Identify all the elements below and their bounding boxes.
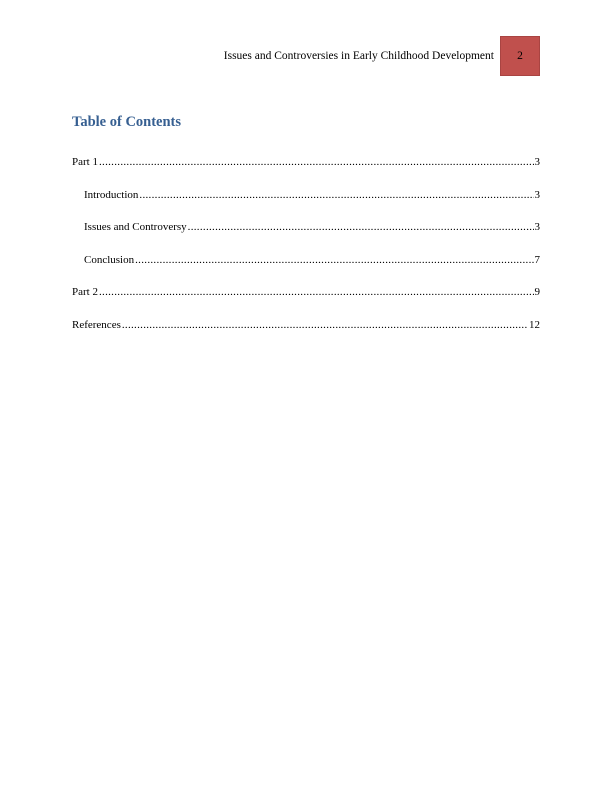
toc-dot-leader bbox=[122, 318, 528, 332]
toc-dot-leader bbox=[139, 188, 533, 202]
toc-entry-label: Part 2 bbox=[72, 286, 98, 299]
toc-entry-page: 7 bbox=[534, 253, 540, 266]
toc-dot-leader bbox=[99, 285, 534, 299]
toc-entry-page: 3 bbox=[534, 156, 540, 168]
toc-heading: Table of Contents bbox=[72, 114, 182, 130]
table-of-contents bbox=[72, 155, 540, 351]
running-header-title: Issues and Controversies in Early Childhood Development bbox=[223, 50, 494, 62]
page-number-badge bbox=[500, 36, 540, 76]
page-number: 2 bbox=[517, 50, 523, 62]
toc-entry-part-2[interactable] bbox=[72, 285, 540, 318]
toc-entry-introduction[interactable] bbox=[72, 188, 540, 221]
toc-entry-label: Introduction bbox=[84, 188, 139, 201]
toc-entry-page: 3 bbox=[534, 221, 540, 234]
toc-entry-page: 9 bbox=[534, 286, 540, 299]
toc-entry-conclusion[interactable] bbox=[72, 253, 540, 286]
toc-entry-page: 3 bbox=[534, 188, 540, 201]
toc-dot-leader bbox=[135, 253, 533, 267]
toc-dot-leader bbox=[188, 220, 534, 234]
toc-dot-leader bbox=[99, 155, 534, 169]
toc-entry-label: Issues and Controversy bbox=[84, 221, 187, 234]
toc-entry-page: 12 bbox=[529, 318, 540, 331]
toc-entry-label: References bbox=[72, 318, 121, 331]
toc-entry-label: Conclusion bbox=[84, 253, 135, 266]
toc-entry-label: Part 1 bbox=[72, 156, 98, 168]
toc-entry-references[interactable] bbox=[72, 318, 540, 351]
page-header bbox=[72, 36, 540, 76]
toc-entry-issues-and-controversy[interactable] bbox=[72, 220, 540, 253]
toc-entry-part-1[interactable] bbox=[72, 155, 540, 188]
